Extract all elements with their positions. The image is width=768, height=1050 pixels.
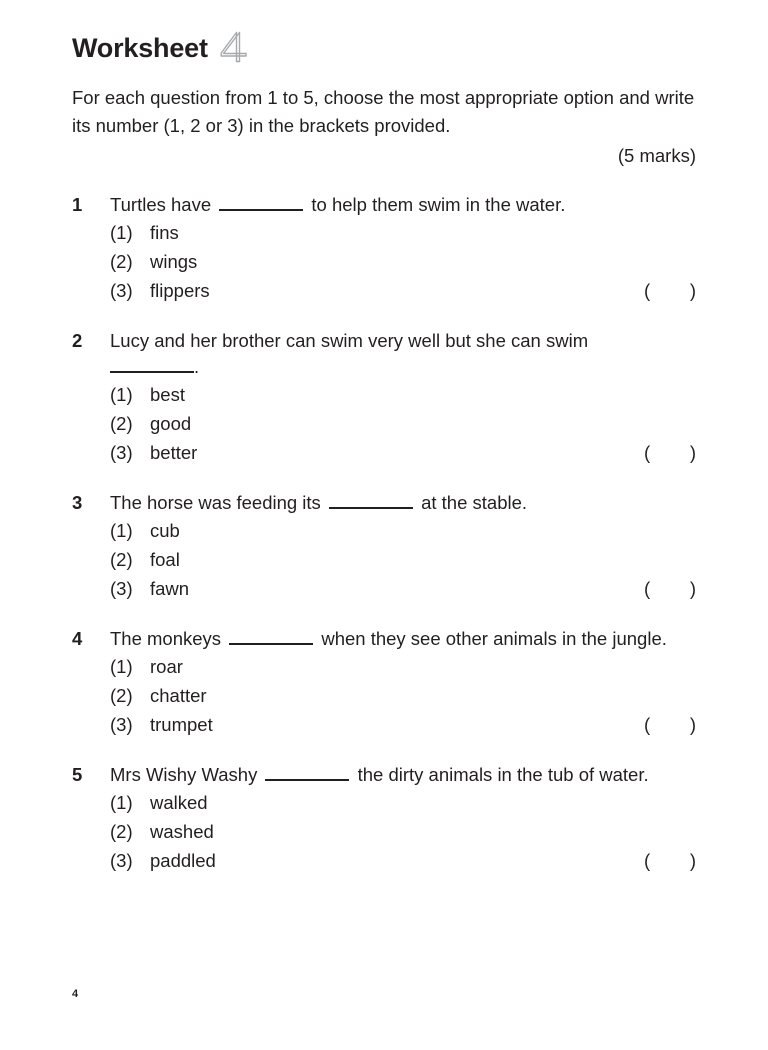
option-text: paddled [150, 849, 216, 871]
option-number: (3) [110, 577, 133, 599]
question-stem-before-blank: Lucy and her brother can swim very well but she can swim [110, 329, 589, 351]
question-stem-before-blank: Mrs Wishy Washy [110, 763, 258, 785]
answer-bracket-field[interactable] [644, 575, 696, 604]
answer-blank [110, 356, 194, 373]
option-number: (1) [110, 791, 133, 813]
option-item[interactable] [110, 517, 696, 546]
option-number: (3) [110, 442, 133, 464]
question-item [72, 192, 696, 306]
option-item[interactable] [110, 789, 696, 818]
option-list [72, 219, 696, 306]
question-number: 2 [72, 329, 83, 351]
question-stem-after-blank: at the stable. [421, 491, 528, 513]
question-stem-before-blank: Turtles have [110, 194, 212, 215]
option-number: (3) [110, 713, 133, 735]
question-stem-after-blank: when they see other animals in the jungle. [321, 627, 667, 649]
option-text: cub [150, 520, 180, 542]
bracket-open: ( [644, 442, 651, 464]
bracket-open: ( [644, 713, 651, 735]
bracket-open: ( [644, 849, 651, 871]
question-stem [110, 192, 696, 218]
outlined-numeral-four-icon [220, 30, 250, 64]
question-stem-after-blank: . [194, 356, 200, 378]
instructions-line-2: option and write its number (1, 2 or 3) in the brackets provided. [72, 87, 695, 137]
option-item[interactable] [110, 277, 696, 306]
bracket-close: ) [689, 713, 696, 735]
option-list [72, 381, 696, 468]
question-item [72, 490, 696, 604]
question-number: 3 [72, 491, 83, 513]
option-text: fawn [150, 577, 190, 599]
option-text: roar [150, 656, 183, 678]
instructions-line-1: For each question from 1 to 5, choose the most appropriate [72, 87, 559, 108]
question-item [72, 762, 696, 876]
option-number: (2) [110, 549, 133, 571]
option-text: good [150, 413, 192, 435]
page-number: 4 [72, 988, 79, 1000]
answer-bracket-field[interactable] [644, 711, 696, 740]
option-number: (2) [110, 413, 133, 435]
option-item[interactable] [110, 381, 696, 410]
option-number: (3) [110, 279, 133, 301]
option-number: (2) [110, 684, 133, 706]
option-item[interactable] [110, 682, 696, 711]
option-item[interactable] [110, 219, 696, 248]
option-text: washed [150, 820, 214, 842]
instructions-block [72, 84, 696, 170]
answer-blank [219, 194, 303, 211]
question-number: 5 [72, 763, 83, 785]
option-text: flippers [150, 279, 210, 301]
option-number: (1) [110, 222, 133, 244]
question-item [72, 626, 696, 740]
option-list [72, 517, 696, 604]
answer-bracket-field[interactable] [644, 277, 696, 306]
answer-bracket-field[interactable] [644, 847, 696, 876]
option-text: better [150, 442, 198, 464]
question-stem [110, 490, 696, 516]
marks-label: (5 marks) [617, 145, 696, 167]
question-number: 1 [72, 194, 83, 215]
page-title [72, 28, 250, 62]
question-stem-after-blank: to help them swim in the water. [311, 194, 566, 215]
question-stem-after-blank: the dirty animals in the tub of water. [357, 763, 649, 785]
question-stem [110, 762, 696, 788]
answer-bracket-field[interactable] [644, 439, 696, 468]
question-head [72, 762, 696, 788]
questions-list [72, 192, 696, 897]
option-number: (2) [110, 251, 133, 273]
bracket-close: ) [689, 279, 696, 301]
option-text: chatter [150, 684, 207, 706]
bracket-close: ) [689, 442, 696, 464]
bracket-open: ( [644, 279, 651, 301]
question-head [72, 490, 696, 516]
option-number: (1) [110, 656, 133, 678]
question-head [72, 626, 696, 652]
question-head [72, 328, 696, 381]
question-stem [110, 626, 696, 652]
question-head [72, 192, 696, 218]
option-item[interactable] [110, 653, 696, 682]
answer-blank [229, 628, 313, 645]
option-text: fins [150, 222, 179, 244]
page-title-text: Worksheet [72, 33, 208, 63]
bracket-open: ( [644, 577, 651, 599]
question-item [72, 328, 696, 468]
option-list [72, 653, 696, 740]
option-item[interactable] [110, 439, 696, 468]
bracket-close: ) [689, 577, 696, 599]
option-number: (3) [110, 849, 133, 871]
option-item[interactable] [110, 546, 696, 575]
option-item[interactable] [110, 711, 696, 740]
option-text: trumpet [150, 713, 213, 735]
option-text: wings [150, 251, 198, 273]
option-text: foal [150, 549, 180, 571]
option-text: walked [150, 791, 208, 813]
question-stem [110, 328, 696, 381]
option-item[interactable] [110, 847, 696, 876]
option-number: (2) [110, 820, 133, 842]
option-item[interactable] [110, 575, 696, 604]
answer-blank [329, 492, 413, 509]
option-number: (1) [110, 384, 133, 406]
bracket-close: ) [689, 849, 696, 871]
question-stem-before-blank: The monkeys [110, 627, 222, 649]
answer-blank [265, 763, 349, 780]
option-item[interactable] [110, 818, 696, 847]
option-list [72, 789, 696, 876]
question-stem-before-blank: The horse was feeding its [110, 491, 321, 513]
option-item[interactable] [110, 410, 696, 439]
option-item[interactable] [110, 248, 696, 277]
option-text: best [150, 384, 185, 406]
option-number: (1) [110, 520, 133, 542]
question-number: 4 [72, 627, 83, 649]
